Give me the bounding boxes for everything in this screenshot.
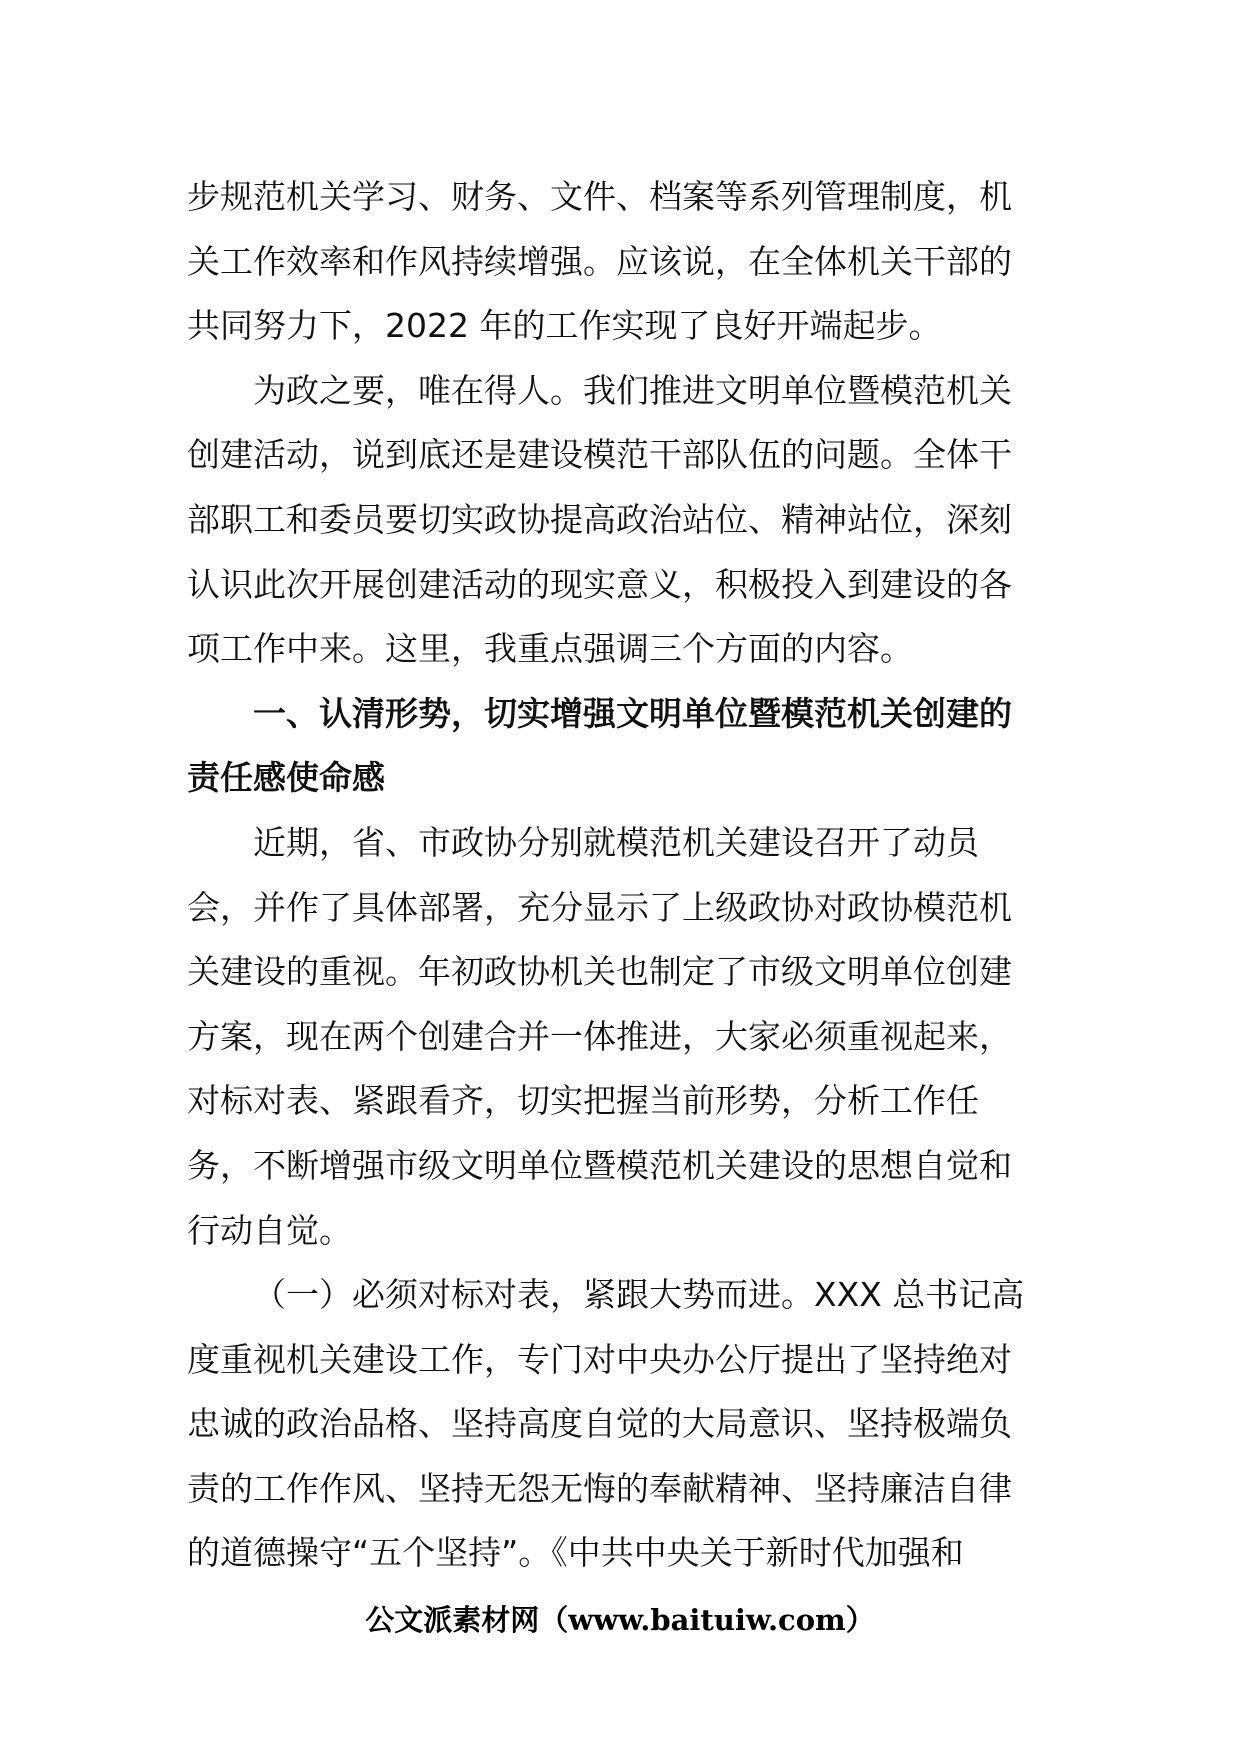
text-line: 关工作效率和作风持续增强。应该说，在全体机关干部的 xyxy=(187,241,1012,281)
heading-line: 责任感使命感 xyxy=(187,758,385,798)
heading-line: 一、认清形势，切实增强文明单位暨模范机关创建的 xyxy=(253,693,1012,733)
text-line: 部职工和委员要切实政协提高政治站位、精神站位，深刻 xyxy=(187,499,1012,539)
paragraph-weizheng xyxy=(187,359,1057,682)
paragraph-yi xyxy=(187,1263,1057,1586)
text-line: 责的工作作风、坚持无怨无悔的奉献精神、坚持廉洁自律 xyxy=(187,1468,1012,1508)
text-line: 步规范机关学习、财务、文件、档案等系列管理制度，机 xyxy=(187,177,1012,216)
document-body xyxy=(187,165,1057,1586)
text-line: 项工作中来。这里，我重点强调三个方面的内容。 xyxy=(187,629,913,669)
text-line: 近期，省、市政协分别就模范机关建设召开了动员 xyxy=(253,822,979,862)
footer-watermark: 公文派素材网（www.baituiw.com） xyxy=(365,1603,875,1637)
text-line: 的道德操守“五个坚持”。《中共中央关于新时代加强和 xyxy=(187,1533,964,1573)
text-line: 忠诚的政治品格、坚持高度自觉的大局意识、坚持极端负 xyxy=(187,1404,1012,1444)
text-line: 共同努力下，2022 年的工作实现了良好开端起步。 xyxy=(187,306,942,346)
text-line: 会，并作了具体部署，充分显示了上级政协对政协模范机 xyxy=(187,887,1012,927)
text-line: 对标对表、紧跟看齐，切实把握当前形势，分析工作任 xyxy=(187,1081,979,1121)
text-line: 度重视机关建设工作，专门对中央办公厅提出了坚持绝对 xyxy=(187,1339,1012,1379)
text-line: 创建活动，说到底还是建设模范干部队伍的问题。全体干 xyxy=(187,435,1012,475)
text-line: 认识此次开展创建活动的现实意义，积极投入到建设的各 xyxy=(187,564,1012,604)
text-line: 为政之要，唯在得人。我们推进文明单位暨模范机关 xyxy=(253,370,1012,410)
text-line: 关建设的重视。年初政协机关也制定了市级文明单位创建 xyxy=(187,952,1012,992)
paragraph-jinqi xyxy=(187,811,1057,1263)
text-line: （一）必须对标对表，紧跟大势而进。XXX 总书记高 xyxy=(253,1275,1025,1315)
text-line: 方案，现在两个创建合并一体推进，大家必须重视起来， xyxy=(187,1016,1012,1056)
section-heading-1 xyxy=(187,682,1057,811)
text-line: 行动自觉。 xyxy=(187,1210,352,1250)
text-line: 务，不断增强市级文明单位暨模范机关建设的思想自觉和 xyxy=(187,1145,1012,1185)
paragraph-continued xyxy=(187,165,1057,359)
